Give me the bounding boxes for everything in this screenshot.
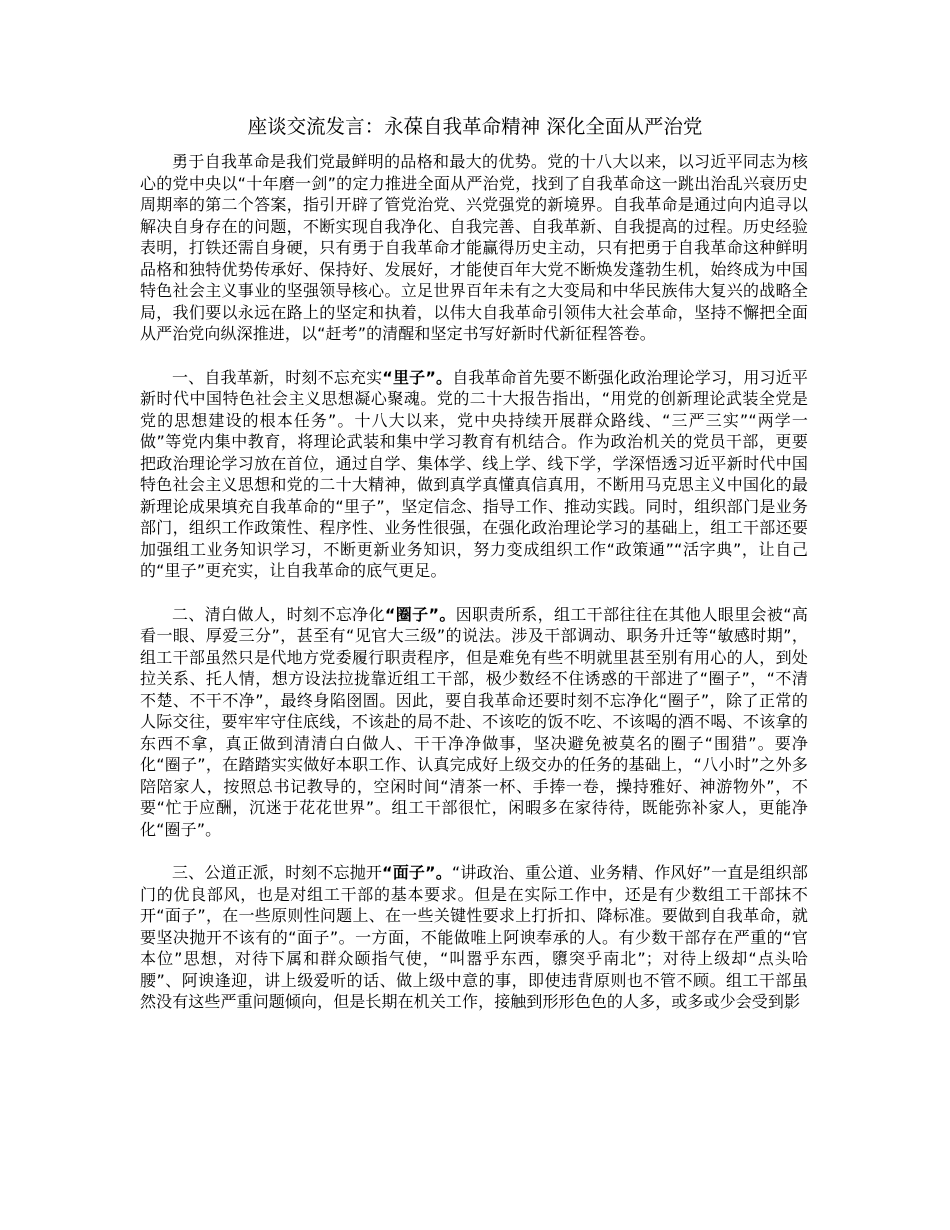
paragraph-text: 因职责所系，组工干部往往在其他人眼里会被“高看一眼、厚爱三分”，甚至有“见官大三级”的说法。涉及干部调动、职务升迁等“敏感时期”，组工干部虽然只是代地方党委履行职责程序，但是难免有些不明就里甚至别有用心的人，到处拉关系、托人情，想方设法拉拢靠近组工干部，极少数经不住诱惑的干部进了“圈子”，“不清不楚、不干不净”，最终身陷囹圄。因此，要自我革命还要时刻不忘净化“圈子”，除了正常的人际交往，要牢牢守住底线，不该赴的局不赴、不该吃的饭不吃、不该喝的酒不喝、不该拿的东西不拿，真正做到清清白白做人、干干净净做事，坚决避免被莫名的圈子“围猎”。要净化“圈子”，在踏踏实实做好本职工作、认真完成好上级交办的任务的基础上，“八小时”之外多陪陪家人，按照总书记教导的，空闲时间“清茶一杯、手捧一卷，操持雅好、神游物外”，不要“忙于应酬，沉迷于花花世界”。组工干部很忙，闲暇多在家待待，既能弥补家人，更能净化“圈子”。 bbox=[140, 604, 808, 839]
paragraph-text: 自我革命首先要不断强化政治理论学习，用习近平新时代中国特色社会主义思想凝心聚魂。党的二十大报告指出，“用党的创新理论武装全党是党的思想建设的根本任务”。十八大以来，党中央持续开展群众路线、“三严三实”“两学一做”等党内集中教育，将理论武装和集中学习教育有机结合。作为政治机关的党员干部，更要把政治理论学习放在首位，通过自学、集体学、线上学、线下学，学深悟透习近平新时代中国特色社会主义思想和党的二十大精神，做到真学真懂真信真用，不断用马克思主义中国化的最新理论成果填充自我革命的“里子”，坚定信念、指导工作、推动实践。同时，组织部门是业务部门，组织工作政策性、程序性、业务性很强，在强化政治理论学习的基础上，组工干部还要加强组工业务知识学习，不断更新业务知识，努力变成组织工作“政策通”“活字典”，让自己的“里子”更充实，让自我革命的底气更足。 bbox=[140, 367, 808, 580]
paragraph-section-1 bbox=[140, 367, 808, 582]
paragraph-section-2 bbox=[140, 604, 808, 841]
section-heading: “圈子”。 bbox=[384, 604, 456, 624]
section-lead: 三、公道正派，时刻不忘抛开 bbox=[172, 863, 383, 882]
document-body bbox=[140, 151, 808, 1035]
paragraph-section-3 bbox=[140, 862, 808, 1013]
section-lead: 一、自我革新，时刻不忘充实 bbox=[172, 367, 383, 387]
paragraph-text: 勇于自我革命是我们党最鲜明的品格和最大的优势。党的十八大以来，以习近平同志为核心的党中央以“十年磨一剑”的定力推进全面从严治党，找到了自我革命这一跳出治乱兴衰历史周期率的第二个答案，指引开辟了管党治党、兴党强党的新境界。自我革命是通过向内追寻以解决自身存在的问题，不断实现自我净化、自我完善、自我革新、自我提高的过程。历史经验表明，打铁还需自身硬，只有勇于自我革命才能赢得历史主动，只有把勇于自我革命这种鲜明品格和独特优势传承好、保持好、发展好，才能使百年大党不断焕发蓬勃生机，始终成为中国特色社会主义事业的坚强领导核心。立足世界百年未有之大变局和中华民族伟大复兴的战略全局，我们要以永远在路上的坚定和执着，以伟大自我革命引领伟大社会革命，坚持不懈把全面从严治党向纵深推进，以“赶考”的清醒和坚定书写好新时代新征程答卷。 bbox=[140, 152, 808, 343]
paragraph-text: “讲政治、重公道、业务精、作风好”一直是组织部门的优良部风，也是对组工干部的基本要求。但是在实际工作中，还是有少数组工干部抹不开“面子”，在一些原则性问题上、在一些关键性要求上打折扣、降标准。要做到自我革命，就要坚决抛开不该有的“面子”。一方面，不能做唯上阿谀奉承的人。有少数干部存在严重的“官本位”思想，对待下属和群众颐指气使，“叫嚣乎东西，隳突乎南北”；对待上级却“点头哈腰”、阿谀逢迎，讲上级爱听的话、做上级中意的事，即使违背原则也不管不顾。组工干部虽然没有这些严重问题倾向，但是长期在机关工作，接触到形形色色的人多，或多或少会受到影 bbox=[140, 863, 808, 1011]
section-heading: “面子”。 bbox=[382, 863, 452, 882]
paragraph-intro bbox=[140, 151, 808, 345]
document-title: 座谈交流发言：永葆自我革命精神 深化全面从严治党 bbox=[247, 115, 703, 138]
section-heading: “里子”。 bbox=[382, 367, 453, 387]
section-lead: 二、清白做人，时刻不忘净化 bbox=[172, 604, 385, 624]
